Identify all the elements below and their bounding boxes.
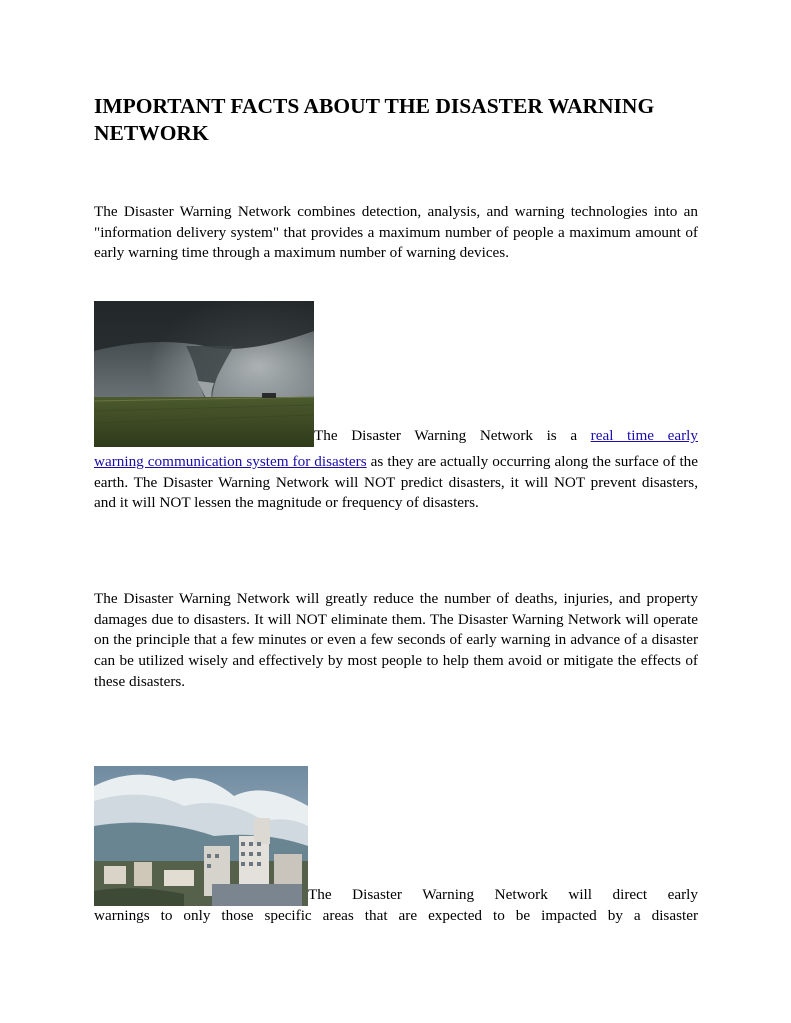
para2-continuation: [94, 452, 698, 514]
tornado-section: [94, 301, 698, 447]
para4-first-line: The Disaster Warning Network will direct early: [308, 886, 698, 904]
para2-tail: as they are actually occurring along the surface of the earth. The Disaster Warning Network will NOT predict disasters, it will NOT prevent disasters, and it will NOT lessen the magnitude or frequency of disasters.: [94, 453, 698, 512]
document-title: IMPORTANT FACTS ABOUT THE DISASTER WARNING NETWORK: [94, 94, 655, 145]
paragraph-reduce-deaths: The Disaster Warning Network will greatly reduce the number of deaths, injuries, and property damages due to disasters. It will NOT eliminate them. The Disaster Warning Network will operate on the principle that a few minutes or even a few seconds of early warning in advance of a disaster can be utilized wisely and effectively by most people to help them avoid or mitigate the effects of these disasters.: [94, 590, 698, 690]
tsunami-photo: [94, 766, 308, 906]
real-time-warning-link[interactable]: [591, 427, 698, 444]
para2-lead: The Disaster Warning Network is a: [314, 427, 591, 445]
real-time-warning-link-continued[interactable]: warning communication system for disasters: [94, 453, 367, 470]
real-time-warning-link-text: real time early: [590, 427, 698, 445]
tornado-photo: [94, 301, 314, 447]
tsunami-section: [94, 766, 698, 927]
para4-continuation: warnings to only those specific areas that are expected to be impacted by a disaster: [94, 907, 698, 924]
intro-paragraph: The Disaster Warning Network combines detection, analysis, and warning technologies into an "information delivery system" that provides a maximum number of people a maximum amount of early warning time through a maximum number of warning devices.: [94, 203, 698, 262]
